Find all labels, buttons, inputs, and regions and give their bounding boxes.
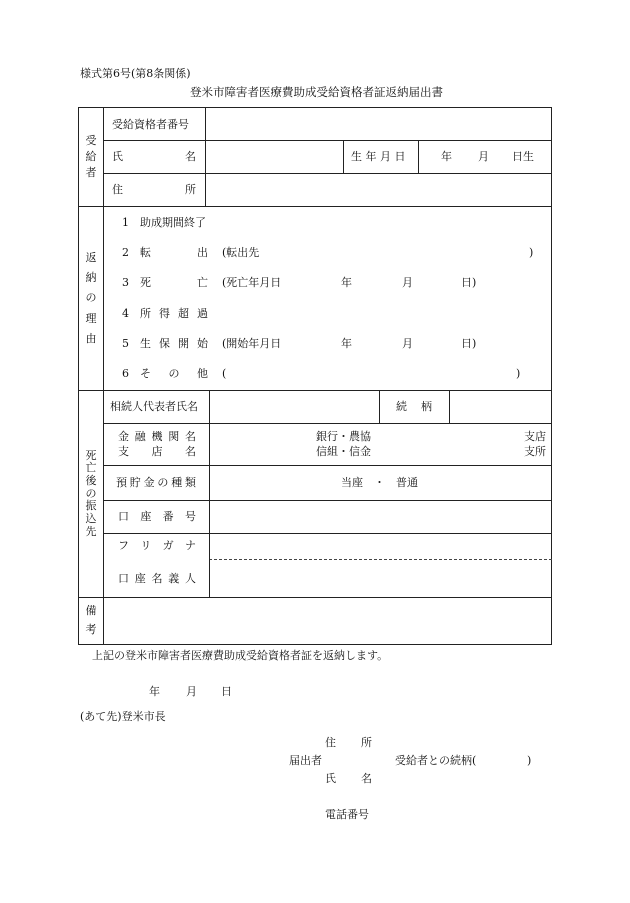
reason-3-day: 日) <box>461 276 477 289</box>
bank-name-label: 金 融 機 関 名 <box>118 430 196 443</box>
reason-1-label: 助成期間終了 <box>140 216 206 229</box>
birth-year: 年 <box>441 150 452 163</box>
reporter-label: 届出者 <box>289 754 322 767</box>
reason-5-detail: (開始年月日 <box>222 337 282 350</box>
statement: 上記の登米市障害者医療費助成受給資格者証を返納します。 <box>92 649 389 662</box>
relation-label: 続 柄 <box>396 400 432 413</box>
name-label: 氏 名 <box>112 150 196 163</box>
reason-5-year: 年 <box>341 337 352 350</box>
furigana-field[interactable] <box>210 534 551 558</box>
remarks-field[interactable] <box>104 598 551 644</box>
remarks-heading: 備 考 <box>85 604 97 636</box>
name-field[interactable] <box>206 141 343 173</box>
heir-label: 相続人代表者氏名 <box>110 400 198 413</box>
account-holder-field[interactable] <box>210 560 551 597</box>
reason-6-label: そ の 他 <box>140 367 208 380</box>
reason-4-label: 所 得 超 過 <box>140 307 208 320</box>
reason-6-close: ) <box>516 367 521 380</box>
reason-2-close: ) <box>529 246 534 259</box>
reason-3-detail: (死亡年月日 <box>222 276 282 289</box>
transfer-heading: 死 亡 後 の 振 込 先 <box>85 448 97 538</box>
heir-name-field[interactable] <box>210 391 379 423</box>
relation-field[interactable] <box>450 391 551 423</box>
reason-2-number: 2 <box>122 246 129 259</box>
birth-day: 日生 <box>512 150 534 163</box>
address-field[interactable] <box>206 174 551 206</box>
account-number-field[interactable] <box>210 501 551 533</box>
reason-2-label: 転 出 <box>140 246 208 259</box>
address-label: 住 所 <box>112 183 196 196</box>
applicant-name-label: 氏 名 <box>325 772 372 785</box>
reason-1-number: 1 <box>122 216 129 229</box>
cert-number-label: 受給資格者番号 <box>112 118 189 131</box>
branch-suffix-1: 支店 <box>524 430 546 443</box>
furigana-label: フ リ ガ ナ <box>118 539 196 552</box>
recipient-heading: 受 給 者 <box>85 134 97 179</box>
cert-number-field[interactable] <box>206 108 551 140</box>
reason-5-label: 生 保 開 始 <box>140 337 208 350</box>
date-month: 月 <box>186 685 197 698</box>
reason-3-month: 月 <box>402 276 413 289</box>
reason-6-detail: ( <box>222 367 227 380</box>
branch-name-label: 支 店 名 <box>118 445 196 458</box>
applicant-address-label: 住 所 <box>325 736 372 749</box>
reason-3-label: 死 亡 <box>140 276 208 289</box>
account-holder-label: 口 座 名 義 人 <box>118 572 196 585</box>
deposit-type-label: 預 貯 金 の 種 類 <box>116 476 196 489</box>
bank-type-1: 銀行・農協 <box>316 430 371 443</box>
branch-suffix-2: 支所 <box>524 445 546 458</box>
reason-5-month: 月 <box>402 337 413 350</box>
birth-label: 生 年 月 日 <box>351 150 406 163</box>
reason-3-year: 年 <box>341 276 352 289</box>
reason-4-number: 4 <box>122 307 129 320</box>
reason-3-number: 3 <box>122 276 129 289</box>
birth-month: 月 <box>478 150 489 163</box>
date-year: 年 <box>149 685 160 698</box>
form-title: 登米市障害者医療費助成受給資格者証返納届出書 <box>190 85 443 99</box>
deposit-options[interactable]: 当座 ・ 普通 <box>341 476 418 489</box>
account-number-label: 口 座 番 号 <box>118 510 196 523</box>
date-day: 日 <box>221 685 232 698</box>
phone-label: 電話番号 <box>325 808 369 821</box>
reasons-heading: 返 納 の 理 由 <box>85 250 97 346</box>
form-number: 様式第6号(第8条関係) <box>80 67 191 80</box>
relation-with-recipient: 受給者との続柄( <box>395 754 477 767</box>
addressee: (あて先)登米市長 <box>80 710 166 723</box>
bank-type-2: 信組・信金 <box>316 445 371 458</box>
reason-2-detail: (転出先 <box>222 246 260 259</box>
reason-6-number: 6 <box>122 367 129 380</box>
reason-5-day: 日) <box>461 337 477 350</box>
relation-close: ) <box>527 754 532 767</box>
reason-5-number: 5 <box>122 337 129 350</box>
